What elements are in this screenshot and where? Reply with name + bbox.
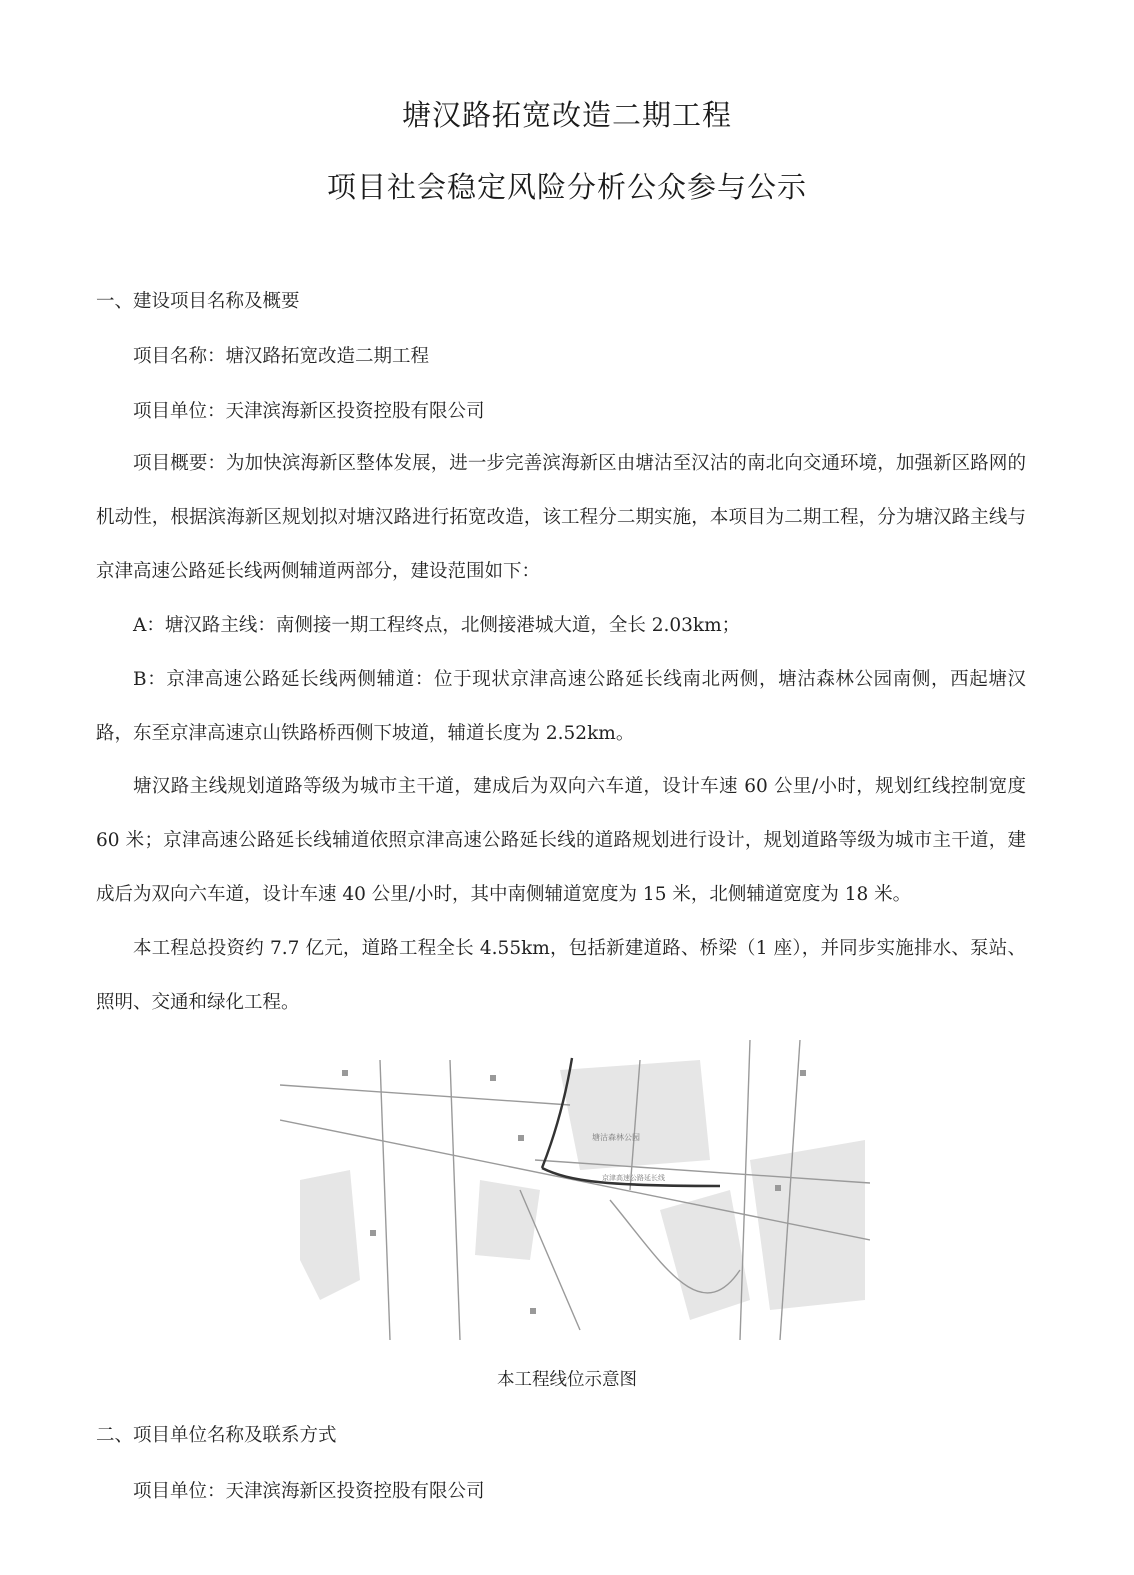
document-subtitle: 项目社会稳定风险分析公众参与公示 <box>326 170 807 204</box>
investment-paragraph: 本工程总投资约 7.7 亿元，道路工程全长 4.55km，包括新建道路、桥梁（1 座），并同步实施排水、泵站、照明、交通和绿化工程。 <box>96 938 1026 1013</box>
project-overview-paragraph: 项目概要：为加快滨海新区整体发展，进一步完善滨海新区由塘沽至汉沽的南北向交通环境，加强新区路网的机动性，根据滨海新区规划拟对塘汉路进行拓宽改造，该工程分二期实施，本项目为二期工程，分为塘汉路主线与京津高速公路延长线两侧辅道两部分，建设范围如下： <box>96 453 1026 582</box>
route-map <box>280 1040 870 1340</box>
section1-heading: 一、建设项目名称及概要 <box>96 291 300 312</box>
map-caption: 本工程线位示意图 <box>497 1370 637 1390</box>
project-name-line: 项目名称：塘汉路拓宽改造二期工程 <box>133 346 430 367</box>
document-title: 塘汉路拓宽改造二期工程 <box>401 98 732 132</box>
design-standards-paragraph: 塘汉路主线规划道路等级为城市主干道，建成后为双向六车道，设计车速 60 公里/小时，规划红线控制宽度 60 米；京津高速公路延长线辅道依照京津高速公路延长线的道路规划进行设计，规划道路等级为城市主干道，建成后为双向六车道，设计车速 40 公里/小时，其中南侧辅道宽度为 15 米，北侧辅道宽度为 18 米。 <box>96 776 1026 905</box>
map-label-expressway: 京津高速公路延长线 <box>602 1174 665 1182</box>
item-a-paragraph: A：塘汉路主线：南侧接一期工程终点，北侧接港城大道，全长 2.03km； <box>133 615 741 636</box>
section2-heading: 二、项目单位名称及联系方式 <box>96 1425 337 1446</box>
item-b-paragraph: B：京津高速公路延长线两侧辅道：位于现状京津高速公路延长线南北两侧，塘沽森林公园南侧，西起塘汉路，东至京津高速京山铁路桥西侧下坡道，辅道长度为 2.52km。 <box>96 669 1026 744</box>
map-label-park: 塘沽森林公园 <box>592 1133 640 1142</box>
project-unit-line: 项目单位：天津滨海新区投资控股有限公司 <box>133 401 485 422</box>
contact-unit-line: 项目单位：天津滨海新区投资控股有限公司 <box>133 1481 485 1502</box>
